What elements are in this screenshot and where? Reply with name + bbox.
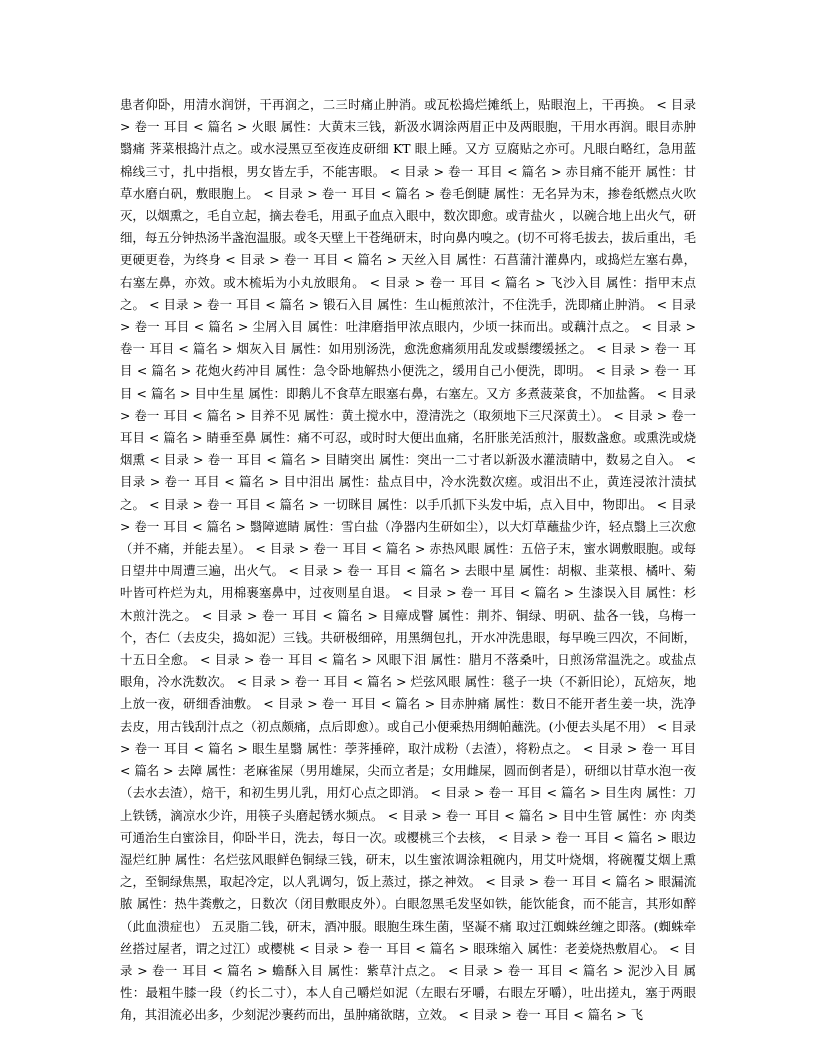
body-text: 患者仰卧，用清水润饼，干再润之，二三时痛止肿消。或瓦松捣烂摊纸上，贴眼泡上，干再换。 < 目录 > 卷一 耳目 < 篇名 > 火眼 属性：大黄末三钱，新汲水调涂两眉正中及两眼胞，干用水再润。眼目赤肿翳痛 荠菜根捣汁点之。或水浸黑豆至夜连皮研细 KT 眼上睡。又方 豆腐贴之亦可。凡眼白略红，急用蓝棉线三寸，扎中指根，男女皆左手，不能害眼。 < 目录 > 卷一 耳目 < 篇名 > 赤目痛不能开 属性：甘草水磨白矾，敷眼胞上。 < 目录 > 卷一 耳目 < 篇名 > 卷毛倒睫 属性：无名异为末，掺卷纸燃点火吹灭，以烟熏之，毛自立起，摘去卷毛，用虱子血点入眼中，数次即愈。或青盐火 ，以碗合地上出火气，研细，每五分钟热汤半盏泡温服。或冬天壁上干苍绳研末，时向鼻内嗅之。(切不可将毛拔去，拔后重出，毛更硬更卷，为终身 < 目录 > 卷一 耳目 < 篇名 > 天丝入目 属性：石菖蒲汁灌鼻内，或捣烂左塞右鼻，右塞左鼻，亦效。或木梳垢为小丸放眼角。 < 目录 > 卷一 耳目 < 篇名 > 飞沙入目 属性：指甲末点之。 < 目录 > 卷一 耳目 < 篇名 > 锻石入目 属性：生山栀煎浓汁，不住洗手，洗即痛止肿消。 < 目录 > 卷一 耳目 < 篇名 > 尘屑入目 属性：吐津磨指甲浓点眼内，少顷一抹而出。或藕汁点之。 < 目录 > 卷一 耳目 < 篇名 > 烟灰入目 属性：如用别汤洗，愈洗愈痛须用乱发或鬃缨缓拯之。 < 目录 > 卷一 耳目 < 篇名 > 花炮火药冲目 属性：急令卧地解热小便洗之，缓用自己小便洗，即明。 < 目录 > 卷一 耳目 < 篇名 > 目中生星 属性：即鹅儿不食草左眼塞右鼻，右塞左。又方 多煮菠菜食，不加盐酱。 < 目录 > 卷一 耳目 < 篇名 > 目养不见 属性：黄土搅水中，澄清洗之（取须地下三尺深黄土）。 < 目录 > 卷一 耳目 < 篇名 > 睛垂至鼻 属性：痛不可忍，或时时大便出血痛，名肝胀羌活煎汁，服数盏愈。或熏洗或烧烟熏 < 目录 > 卷一 耳目 < 篇名 > 目睛突出 属性：突出一二寸者以新汲水灌渍睛中，数易之自入。 < 目录 > 卷一 耳目 < 篇名 > 目中泪出 属性：盐点目中，冷水洗数次瘥。或泪出不止，黄连浸浓汁渍拭之。 < 目录 > 卷一 耳目 < 篇名 > 一切眯目 属性：以手爪抓下头发中垢，点入目中，物即出。 < 目录 > 卷一 耳目 < 篇名 > 翳障遮睛 属性：雪白盐（净器内生研如尘），以大灯草蘸盐少许，轻点翳上三次愈（并不痛，并能去星）。 < 目录 > 卷一 耳目 < 篇名 > 赤热风眼 属性：五倍子末，蜜水调敷眼胞。或每日望井中周遭三遍，出火气。 < 目录 > 卷一 耳目 < 篇名 > 去眼中星 属性：胡椒、韭菜根、橘叶、菊叶皆可杵烂为丸，用棉裹塞鼻中，过夜则星自退。 < 目录 > 卷一 耳目 < 篇名 > 生漆误入目 属性：杉木煎汁洗之。 < 目录 > 卷一 耳目 < 篇名 > 目瘴成瞖 属性：荆芥、铜绿、明矾、盐各一钱，乌梅一个，杏仁（去皮尖，捣如泥）三钱。共研极细碎，用黑绸包扎，开水冲洗患眼，每早晚三四次，不间断，十五日全愈。 < 目录 > 卷一 耳目 < 篇名 > 风眼下泪 属性：腊月不落桑叶，日煎汤常温洗之。或盐点眼角，冷水洗数次。 < 目录 > 卷一 耳目 < 篇名 > 烂弦风眼 属性：毯子一块（不新旧论），瓦焙灰，地上放一夜，研细香油敷。 < 目录 > 卷一 耳目 < 篇名 > 目赤肿痛 属性：数日不能开者生姜一块，洗净去皮，用古钱刮汁点之（初点颇痛，点后即愈）。或自己小便乘热用绸帕蘸洗。(小便去头尾不用） < 目录 > 卷一 耳目 < 篇名 > 眼生星翳 属性：荸荠捶碎，取汁成粉（去渣），将粉点之。 < 目录 > 卷一 耳目 < 篇名 > 去障 属性：老麻雀屎（男用雄屎，尖而立者是；女用雌屎，圆而倒者是），研细以甘草水泡一夜（去水去渣），焙干，和初生男儿乳，用灯心点之即消。 < 目录 > 卷一 耳目 < 篇名 > 目生肉 属性：刀上铁锈，滴凉水少许，用筷子头磨起锈水频点。 < 目录 > 卷一 耳目 < 篇名 > 目中生管 属性：亦 肉类可通治生白蜜涂目，仰卧半日，洗去，每日一次。或樱桃三个去核， < 目录 > 卷一 耳目 < 篇名 > 眼边湿烂红肿 属性：名烂弦风眼鲜色铜绿三钱，研末，以生蜜浓调涂粗碗内，用艾叶烧烟，将碗覆艾烟上熏之，至铜绿焦黑，取起冷定，以人乳调匀，饭上蒸过，搽之神效。 < 目录 > 卷一 耳目 < 篇名 > 眼漏流脓 属性：热牛粪敷之，日数次（闭目敷眼皮外）。白眼忽黑毛发坚如铁，能饮能食，而不能言，其形如醉（此血溃症也） 五灵脂二钱，研末，酒冲服。眼胞生珠生菌，坚凝不痛 取过江蜘蛛丝缠之即落。(蜘蛛牵丝搭过屋者，谓之过江）或樱桃 < 目录 > 卷一 耳目 < 篇名 > 眼珠缩入 属性：老姜烧热敷眉心。 < 目录 > 卷一 耳目 < 篇名 > 蟾酥入目 属性：紫草汁点之。 < 目录 > 卷一 耳目 < 篇名 > 泥沙入目 属性：最粗牛膝一段（约长二寸），本人自己嚼烂如泥（左眼右牙嚼，右眼左牙嚼），吐出搓丸，塞于两眼角，其泪流必出多，少刻泥沙裹药而出，虽肿痛欲瞎，立效。 < 目录 > 卷一 耳目 < 篇名 > 飞 [120, 97, 696, 1023]
document-page [120, 94, 696, 1027]
